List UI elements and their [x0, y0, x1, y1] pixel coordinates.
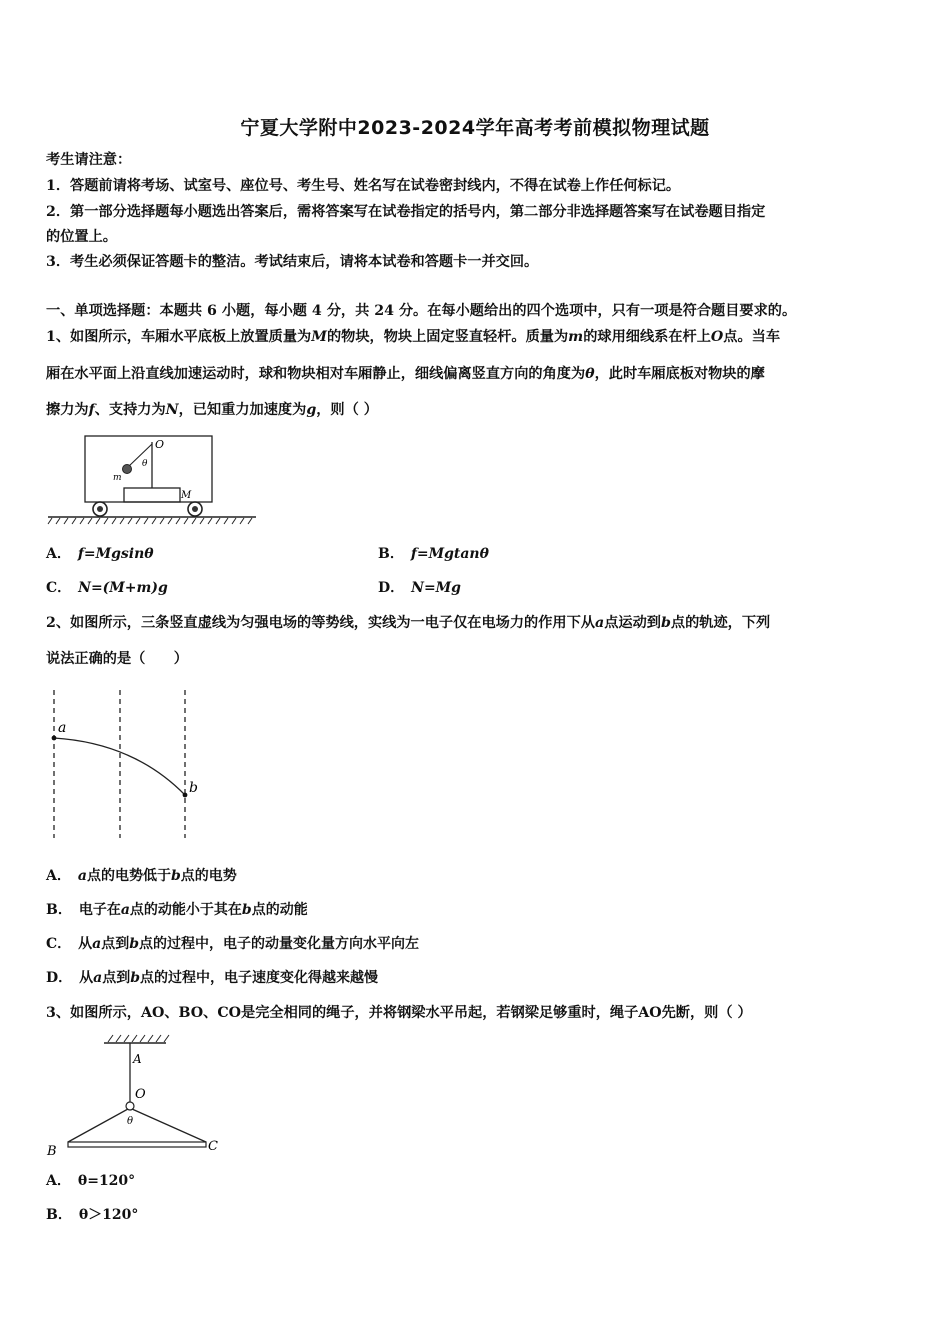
q1-option-c: C． N=(M+m)g	[46, 580, 168, 596]
page-title: 宁夏大学附中2023-2024学年高考考前模拟物理试题	[240, 117, 710, 139]
notice-line-1: 1．答题前请将考场、试室号、座位号、考生号、姓名写在试卷密封线内，不得在试卷上作任何标记。	[46, 178, 681, 194]
q3-label-theta: θ	[127, 1116, 134, 1127]
q3-rope-figure	[44, 1034, 234, 1159]
q3-label-C: C	[208, 1139, 218, 1154]
notice-line-2a: 2．第一部分选择题每小题选出答案后，需将答案写在试卷指定的括号内，第二部分非选择题答案写在试卷题目指定	[46, 204, 766, 220]
q1-option-d: D． N=Mg	[378, 580, 461, 596]
q2-label-b: b	[189, 780, 198, 796]
q2-line-1: 2、如图所示，三条竖直虚线为匀强电场的等势线，实线为一电子仅在电场力的作用下从a点运动到b点的轨迹，下列	[46, 615, 771, 631]
q1-label-M: M	[181, 490, 192, 501]
q3-label-A: A	[133, 1052, 142, 1066]
q3-label-O: O	[135, 1087, 146, 1102]
q2-option-c: C． 从a点到b点的过程中，电子的动量变化量方向水平向左	[46, 936, 420, 952]
notice-line-3: 3．考生必须保证答题卡的整洁。考试结束后，请将本试卷和答题卡一并交回。	[46, 254, 539, 270]
q2-label-a: a	[58, 720, 67, 736]
q1-line-1: 1、如图所示，车厢水平底板上放置质量为M的物块，物块上固定竖直轻杆。质量为m的球用细线系在杆上O点。当车	[46, 329, 781, 345]
q2-option-a: A． a点的电势低于b点的电势	[46, 868, 237, 884]
q1-carriage-figure	[48, 432, 258, 532]
q2-line-2: 说法正确的是（ ）	[46, 651, 188, 667]
notice-heading: 考生请注意：	[46, 152, 132, 168]
q2-option-d: D． 从a点到b点的过程中，电子速度变化得越来越慢	[46, 970, 379, 986]
q1-line-2: 厢在水平面上沿直线加速运动时，球和物块相对车厢静止，细线偏离竖直方向的角度为θ，此时车厢底板对物块的摩	[46, 366, 765, 382]
q3-label-B: B	[47, 1144, 57, 1159]
notice-line-2b: 的位置上。	[46, 229, 117, 245]
section-heading: 一、单项选择题：本题共 6 小题，每小题 4 分，共 24 分。在每小题给出的四个选项中，只有一项是符合题目要求的。	[46, 303, 797, 319]
q3-option-a: A． θ=120°	[46, 1173, 136, 1189]
q3-line-1: 3、如图所示，AO、BO、CO是完全相同的绳子，并将钢梁水平吊起，若钢梁足够重时，绳子AO先断，则（ ）	[46, 1005, 752, 1021]
q2-option-b: B． 电子在a点的动能小于其在b点的动能	[46, 902, 308, 918]
q1-label-theta: θ	[142, 459, 148, 469]
q3-option-b: B． θ＞120°	[46, 1207, 139, 1223]
q1-line-3: 擦力为f、支持力为N，已知重力加速度为g，则（ ）	[46, 402, 378, 418]
q1-option-b: B． f=Mgtanθ	[378, 546, 489, 562]
q1-label-O: O	[155, 438, 165, 451]
q1-option-a: A． f=Mgsinθ	[46, 546, 154, 562]
q2-field-figure	[44, 688, 214, 843]
q1-label-m: m	[113, 473, 122, 483]
